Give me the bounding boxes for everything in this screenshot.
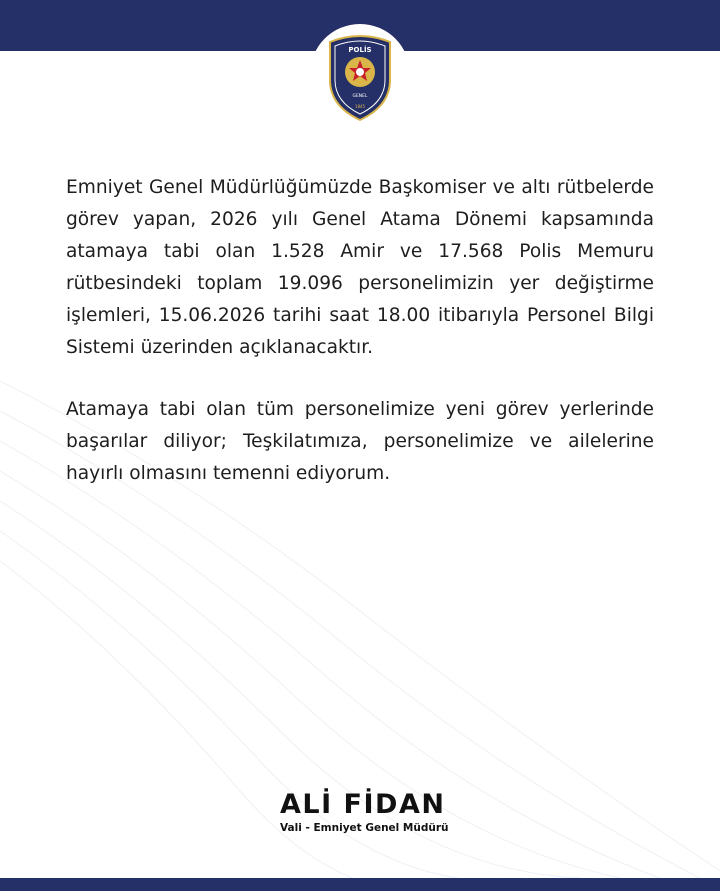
bottom-banner <box>0 878 720 891</box>
statement-paragraph-1: Emniyet Genel Müdürlüğümüzde Başkomiser ve altı rütbelerde görev yapan, 2026 yılı Genel Atama Dönemi kapsamında atamaya tabi olan 1.528 Amir ve 17.568 Polis Memuru rütbesindeki toplam 19.096 personelimizin yer değiştirme işlemleri, 15.06.2026 tarihi saat 18.00 itibarıyla Personel Bilgi Sistemi üzerinden açıklanacaktır. <box>66 177 654 358</box>
police-badge-icon <box>308 22 412 126</box>
signature-block <box>280 790 450 834</box>
signatory-title: Vali - Emniyet Genel Müdürü <box>280 822 449 834</box>
statement-body <box>66 172 654 520</box>
statement-paragraph-2: Atamaya tabi olan tüm personelimize yeni görev yerlerinde başarılar diliyor; Teşkilatımıza, personelimize ve ailelerine hayırlı olmasını temenni ediyorum. <box>66 399 654 484</box>
emblem-title: POLİS <box>348 46 372 54</box>
police-emblem <box>308 22 412 126</box>
emblem-subtitle: GENEL <box>352 94 368 99</box>
signatory-name: ALİ FİDAN <box>280 789 446 820</box>
emblem-year: 1845 <box>354 104 366 109</box>
